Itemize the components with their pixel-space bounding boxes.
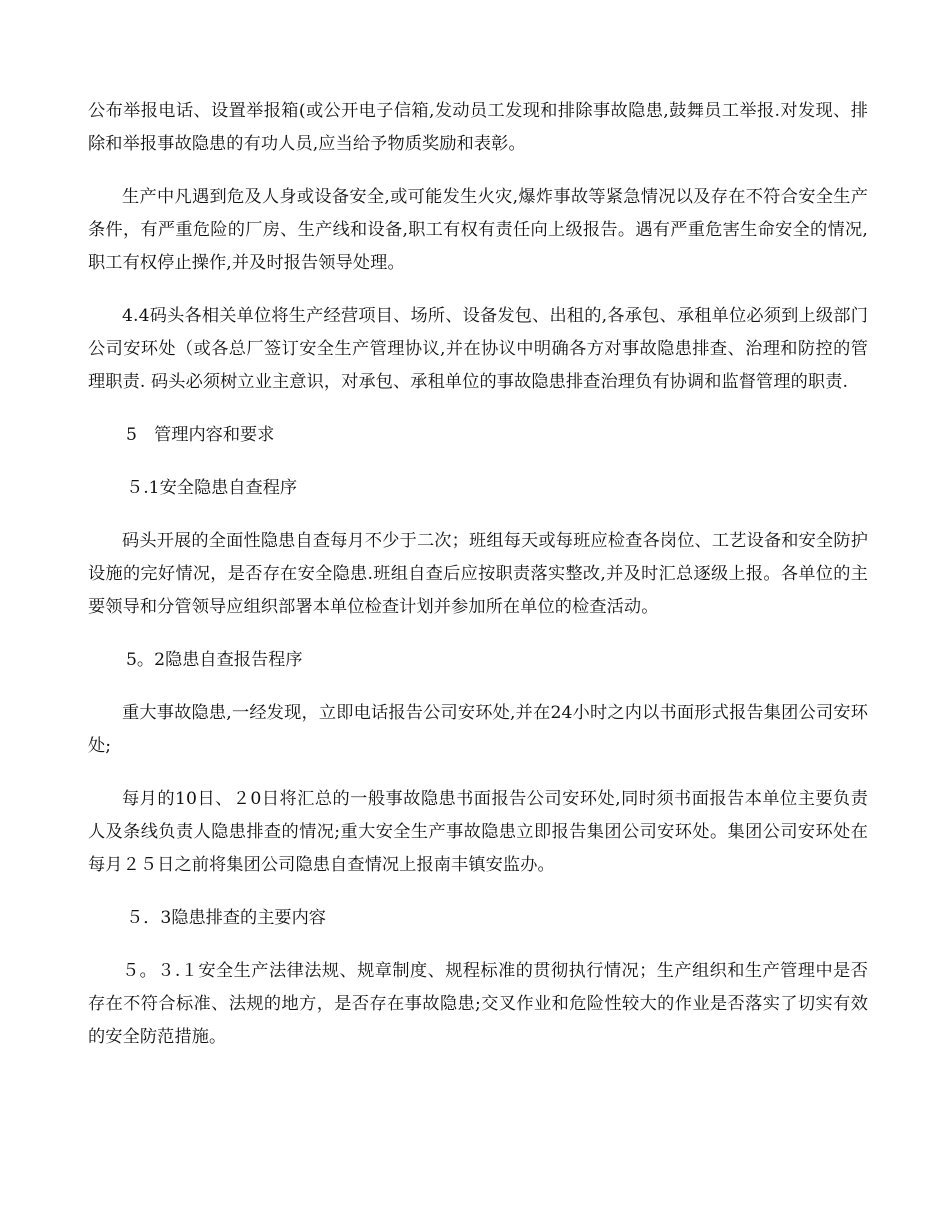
paragraph-5-3-1-content: ５。３.１安全生产法律法规、规章制度、规程标准的贯彻执行情况；生产组织和生产管理中是否存在不符合标准、法规的地方，是否存在事故隐患;交叉作业和危险性较大的作业是否落实了切实有效的安全防范措施。: [88, 961, 868, 1047]
paragraph-reporting-channels: 公布举报电话、设置举报箱(或公开电子信箱,发动员工发现和排除事故隐患,鼓舞员工举报.对发现、排除和举报事故隐患的有功人员,应当给予物质奖励和表彰。: [88, 101, 868, 154]
section-5-heading: 5 管理内容和要求: [126, 425, 275, 445]
section-5-1-heading: ５.1安全隐患自查程序: [126, 478, 298, 498]
paragraph-emergency-reporting: 生产中凡遇到危及人身或设备安全,或可能发生火灾,爆炸事故等紧急情况以及存在不符合安全生产条件，有严重危险的厂房、生产线和设备,职工有权有责任向上级报告。遇有严重危害生命安全的情况,职工有权停止操作,并及时报告领导处理。: [88, 187, 868, 273]
document-body: [88, 95, 868, 1054]
paragraph-monthly-report: 每月的10日、２0日将汇总的一般事故隐患书面报告公司安环处,同时须书面报告本单位主要负责人及条线负责人隐患排查的情况;重大安全生产事故隐患立即报告集团公司安环处。集团公司安环处在每月２５日之前将集团公司隐患自查情况上报南丰镇安监办。: [88, 789, 868, 875]
paragraph-major-hazard-report: 重大事故隐患,一经发现，立即电话报告公司安环处,并在24小时之内以书面形式报告集团公司安环处;: [88, 703, 868, 756]
section-5-2-heading: 5。2隐患自查报告程序: [126, 650, 303, 670]
paragraph-4-4-contracting: 4.4码头各相关单位将生产经营项目、场所、设备发包、出租的,各承包、承租单位必须到上级部门公司安环处（或各总厂签订安全生产管理协议,并在协议中明确各方对事故隐患排查、治理和防控的管理职责. 码头必须树立业主意识，对承包、承租单位的事故隐患排查治理负有协调和监督管理的职责.: [88, 306, 868, 392]
paragraph-5-1-self-inspection: 码头开展的全面性隐患自查每月不少于二次；班组每天或每班应检查各岗位、工艺设备和安全防护设施的完好情况，是否存在安全隐患.班组自查后应按职责落实整改,并及时汇总逐级上报。各单位的主要领导和分管领导应组织部署本单位检查计划并参加所在单位的检查活动。: [88, 531, 868, 617]
section-5-3-heading: ５．3隐患排查的主要内容: [126, 908, 326, 928]
